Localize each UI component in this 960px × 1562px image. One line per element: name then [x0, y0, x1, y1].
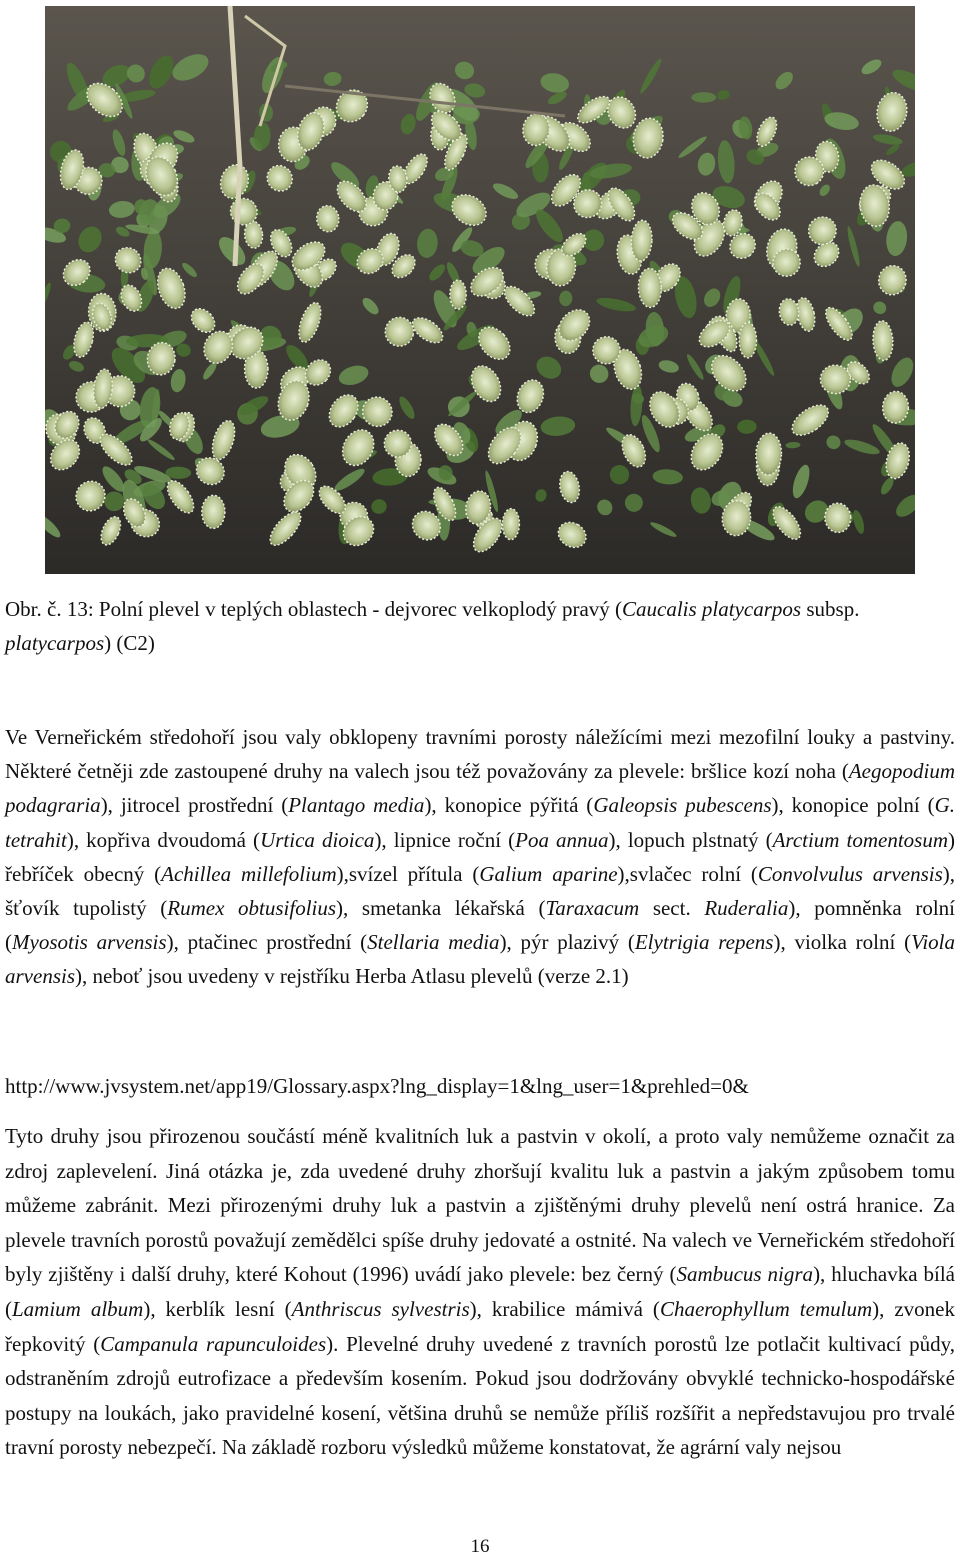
caption-latin-name: Caucalis platycarpos [622, 597, 802, 621]
paragraph-text: ), ptačinec prostřední ( [166, 930, 368, 955]
paragraph-text: ), krabilice mámivá ( [469, 1296, 660, 1321]
paragraph-text: ), neboť jsou uvedeny v rejstříku Herba Atlasu plevelů (verze 2.1) [75, 964, 629, 989]
caption-text: Obr. č. 13: Polní plevel v teplých oblastech - dejvorec velkoplodý pravý ( [5, 597, 623, 621]
figure-caption [5, 592, 955, 660]
latin-species-name: Elytrigia repens [634, 930, 774, 955]
paragraph-text: ),svlačec rolní ( [617, 861, 758, 886]
latin-species-name: Achillea millefolium [161, 861, 337, 886]
plant-photo [45, 6, 915, 574]
caption-latin-name: platycarpos [5, 631, 105, 655]
paragraph-text: ), hluchavka bílá ( [5, 1262, 956, 1321]
paragraph-text: ), smetanka lékařská ( [336, 896, 546, 921]
latin-species-name: Plantago media [288, 793, 425, 818]
paragraph-text: Ve Verneřickém středohoří jsou valy obklopeny travními porosty náležícími mezi mezofilní louky a pastviny. Některé četněji zde zastoupené druhy na valech jsou též považovány za plevele: bršlice kozí noha ( [5, 725, 955, 784]
paragraph-text: ), šťovík tupolistý ( [5, 861, 956, 921]
latin-species-name: Aegopodium podagraria [5, 759, 955, 818]
paragraph-species-list [5, 720, 955, 994]
latin-species-name: Taraxacum [545, 896, 640, 921]
paragraph-text: ), kopřiva dvoudomá ( [66, 827, 261, 852]
paragraph-text: ). Plevelné druhy uvedené z travních porostů lze potlačit kultivací půdy, odstraněním zdrojů eutrofizace a především kosením. Pokud jsou dodržovány obvyklé technicko-hospodářské postupy na loukách, jako pravidelné kosení, většina druhů se nemůže příliš rozšířit a nepředstavujou pro trvalé travní porosty nebezpečí. Na základě rozboru výsledků můžeme konstatovat, že agrární valy nejsou [5, 1331, 955, 1460]
latin-species-name: Anthriscus sylvestris [291, 1296, 470, 1321]
paragraph-text: ), kerblík lesní ( [143, 1296, 292, 1321]
latin-species-name: Chaerophyllum temulum [659, 1296, 873, 1321]
paragraph-text: ), zvonek řepkovitý ( [5, 1296, 955, 1356]
caption-text: subsp. [801, 597, 860, 621]
latin-species-name: Ruderalia [704, 896, 789, 921]
paragraph-text: ), pomněnka rolní ( [5, 896, 956, 955]
paragraph-text: ), lipnice roční ( [374, 827, 516, 852]
paragraph-text: ), konopice polní ( [771, 793, 935, 818]
paragraph-text: ),svízel přítula ( [336, 861, 480, 886]
paragraph-text: ), violka rolní ( [773, 930, 912, 955]
latin-species-name: Convolvulus arvensis [757, 861, 943, 886]
latin-species-name: Rumex obtusifolius [167, 896, 337, 921]
paragraph-discussion [5, 1119, 955, 1465]
source-url[interactable]: http://www.jvsystem.net/app19/Glossary.aspx?lng_display=1&lng_user=1&prehled=0& [5, 1074, 749, 1098]
paragraph-text: ), jitrocel prostřední ( [100, 793, 289, 818]
latin-species-name: Myosotis arvensis [12, 930, 167, 955]
caption-text: ) (C2) [104, 631, 155, 655]
plant-photo-icon [45, 6, 915, 574]
latin-species-name: Poa annua [515, 827, 609, 852]
paragraph-text: ), konopice pýřitá ( [424, 793, 594, 818]
latin-species-name: Viola arvensis [5, 930, 956, 989]
paragraph-text: ), lopuch plstnatý ( [608, 827, 773, 852]
paragraph-text: ) řebříček obecný ( [5, 827, 956, 886]
latin-species-name: G. tetrahit [5, 793, 955, 852]
latin-species-name: Stellaria media [367, 930, 500, 955]
latin-species-name: Campanula rapunculoides [100, 1331, 327, 1356]
page-number: 16 [470, 1536, 490, 1557]
paragraph-text: Tyto druhy jsou přirozenou součástí méně kvalitních luk a pastvin v okolí, a proto valy nemůžeme označit za zdroj zaplevelení. Jiná otázka je, zda uvedené druhy zhoršují kvalitu luk a pastvin a jakým způsobem tomu můžeme zabránit. Mezi přirozenými druhy luk a pastvin a zjištěnými druhy plevelů není ostrá hranice. Za plevele travních porostů považují zemědělci spíše druhy jedovaté a ostnité. Na valech ve Verneřickém středohoří byly zjištěny i další druhy, které Kohout (1996) uvádí jako plevele: bez černý ( [5, 1124, 955, 1287]
paragraph-text: ), pýr plazivý ( [499, 930, 635, 955]
latin-species-name: Galium aparine [479, 861, 618, 886]
latin-species-name: Lamium album [12, 1296, 144, 1321]
latin-species-name: Urtica dioica [260, 827, 375, 852]
paragraph-text: sect. [639, 896, 705, 921]
latin-species-name: Galeopsis pubescens [593, 793, 772, 818]
latin-species-name: Sambucus nigra [676, 1262, 814, 1287]
latin-species-name: Arctium tomentosum [772, 827, 949, 852]
